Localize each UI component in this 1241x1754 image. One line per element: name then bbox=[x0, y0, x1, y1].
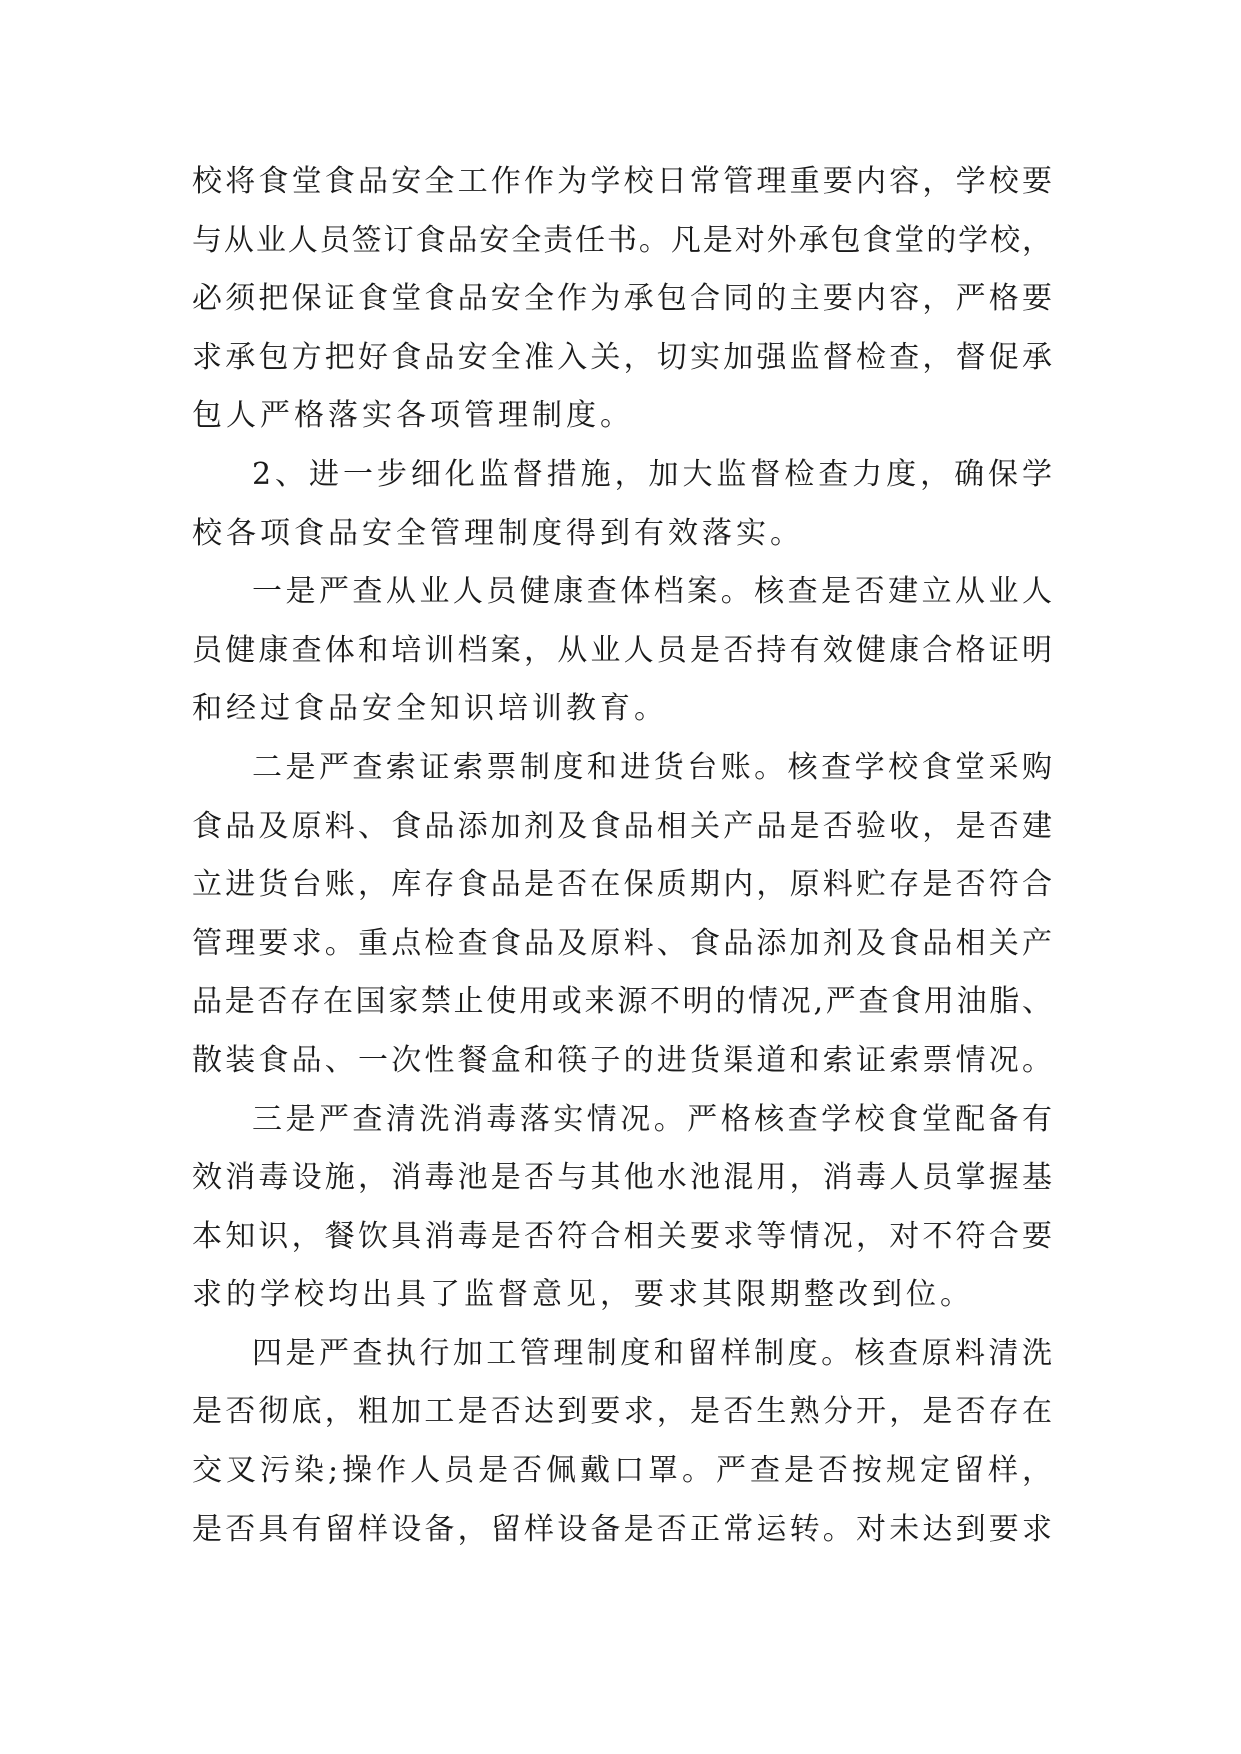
text-line: 管理要求。重点检查食品及原料、食品添加剂及食品相关产 bbox=[192, 925, 1052, 961]
text-line: 必须把保证食堂食品安全作为承包合同的主要内容，严格要 bbox=[192, 281, 1052, 317]
text-line: 是否具有留样设备，留样设备是否正常运转。对未达到要求 bbox=[192, 1511, 1052, 1547]
text-line: 是否彻底，粗加工是否达到要求，是否生熟分开，是否存在 bbox=[192, 1394, 1052, 1430]
text-line: 立进货台账，库存食品是否在保质期内，原料贮存是否符合 bbox=[192, 867, 1052, 903]
text-line: 品是否存在国家禁止使用或来源不明的情况,严查食用油脂、 bbox=[192, 984, 1052, 1020]
text-line: 与从业人员签订食品安全责任书。凡是对外承包食堂的学校， bbox=[192, 222, 1052, 258]
text-line: 2、进一步细化监督措施，加大监督检查力度，确保学 bbox=[252, 456, 1052, 492]
text-line: 交叉污染;操作人员是否佩戴口罩。严查是否按规定留样， bbox=[192, 1453, 1052, 1489]
text-line: 四是严查执行加工管理制度和留样制度。核查原料清洗 bbox=[252, 1335, 1052, 1371]
text-line: 效消毒设施，消毒池是否与其他水池混用，消毒人员掌握基 bbox=[192, 1160, 1052, 1196]
text-line: 和经过食品安全知识培训教育。 bbox=[192, 691, 668, 727]
text-line: 求的学校均出具了监督意见，要求其限期整改到位。 bbox=[192, 1277, 974, 1313]
text-line: 员健康查体和培训档案，从业人员是否持有效健康合格证明 bbox=[192, 632, 1052, 668]
text-line: 一是严查从业人员健康查体档案。核查是否建立从业人 bbox=[252, 574, 1052, 610]
document-body bbox=[192, 153, 1052, 1559]
text-line: 校各项食品安全管理制度得到有效落实。 bbox=[192, 515, 804, 551]
text-line: 三是严查清洗消毒落实情况。严格核查学校食堂配备有 bbox=[252, 1101, 1052, 1137]
text-line: 求承包方把好食品安全准入关，切实加强监督检查，督促承 bbox=[192, 339, 1052, 375]
text-line: 散装食品、一次性餐盒和筷子的进货渠道和索证索票情况。 bbox=[192, 1042, 1052, 1078]
text-line: 校将食堂食品安全工作作为学校日常管理重要内容，学校要 bbox=[192, 164, 1052, 199]
text-line: 食品及原料、食品添加剂及食品相关产品是否验收，是否建 bbox=[192, 808, 1052, 844]
text-line: 本知识，餐饮具消毒是否符合相关要求等情况，对不符合要 bbox=[192, 1218, 1052, 1254]
text-line: 包人严格落实各项管理制度。 bbox=[192, 398, 634, 434]
text-line: 二是严查索证索票制度和进货台账。核查学校食堂采购 bbox=[252, 749, 1052, 785]
